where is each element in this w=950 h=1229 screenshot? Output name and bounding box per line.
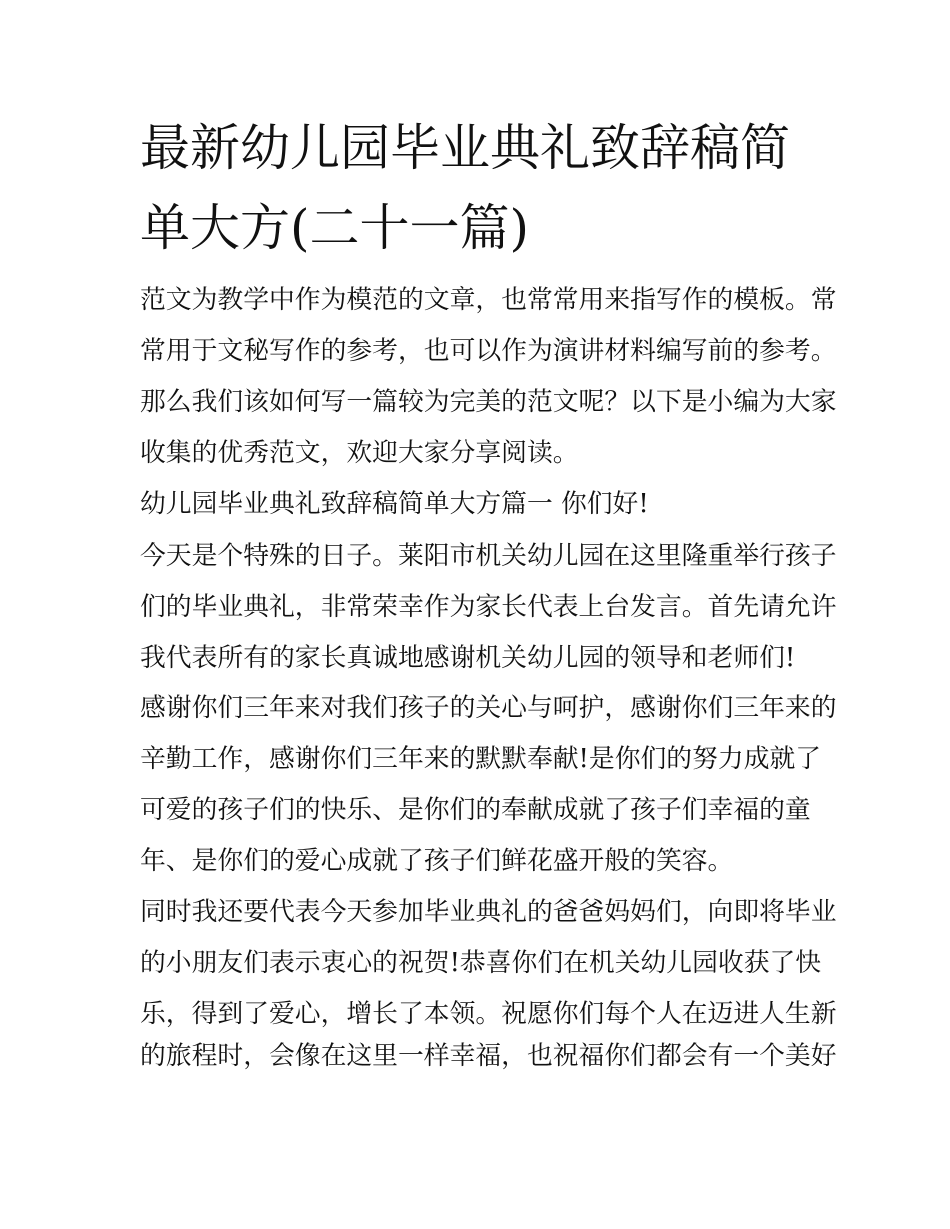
body-line: 今天是个特殊的日子。莱阳市机关幼儿园在这里隆重举行孩子 bbox=[140, 541, 837, 571]
body-line: 收集的优秀范文，欢迎大家分享阅读。 bbox=[140, 438, 579, 468]
body-line: 的旅程时，会像在这里一样幸福，也祝福你们都会有一个美好 bbox=[140, 1041, 837, 1071]
body-line: 那么我们该如何写一篇较为完美的范文呢？以下是小编为大家 bbox=[140, 387, 837, 417]
body-line: 可爱的孩子们的快乐、是你们的奉献成就了孩子们幸福的童 bbox=[140, 795, 811, 825]
body-line: 同时我还要代表今天参加毕业典礼的爸爸妈妈们，向即将毕业 bbox=[140, 897, 837, 927]
body-line: 感谢你们三年来对我们孩子的关心与呵护，感谢你们三年来的 bbox=[140, 693, 837, 723]
section-heading: 幼儿园毕业典礼致辞稿简单大方篇一 你们好! bbox=[140, 489, 649, 519]
document-title-line-2: 单大方(二十一篇) bbox=[140, 199, 530, 257]
body-line: 们的毕业典礼，非常荣幸作为家长代表上台发言。首先请允许 bbox=[140, 592, 837, 622]
body-line: 常用于文秘写作的参考，也可以作为演讲材料编写前的参考。 bbox=[140, 336, 837, 366]
body-line: 年、是你们的爱心成就了孩子们鲜花盛开般的笑容。 bbox=[140, 846, 734, 876]
body-line: 范文为教学中作为模范的文章，也常常用来指写作的模板。常 bbox=[140, 285, 837, 315]
document-title-line-1: 最新幼儿园毕业典礼致辞稿简 bbox=[140, 119, 790, 177]
body-line: 的小朋友们表示衷心的祝贺!恭喜你们在机关幼儿园收获了快 bbox=[140, 948, 822, 978]
body-line: 辛勤工作，感谢你们三年来的默默奉献!是你们的努力成就了 bbox=[140, 744, 822, 774]
body-line: 我代表所有的家长真诚地感谢机关幼儿园的领导和老师们! bbox=[140, 643, 796, 673]
body-line: 乐，得到了爱心，增长了本领。祝愿你们每个人在迈进人生新 bbox=[140, 999, 837, 1029]
